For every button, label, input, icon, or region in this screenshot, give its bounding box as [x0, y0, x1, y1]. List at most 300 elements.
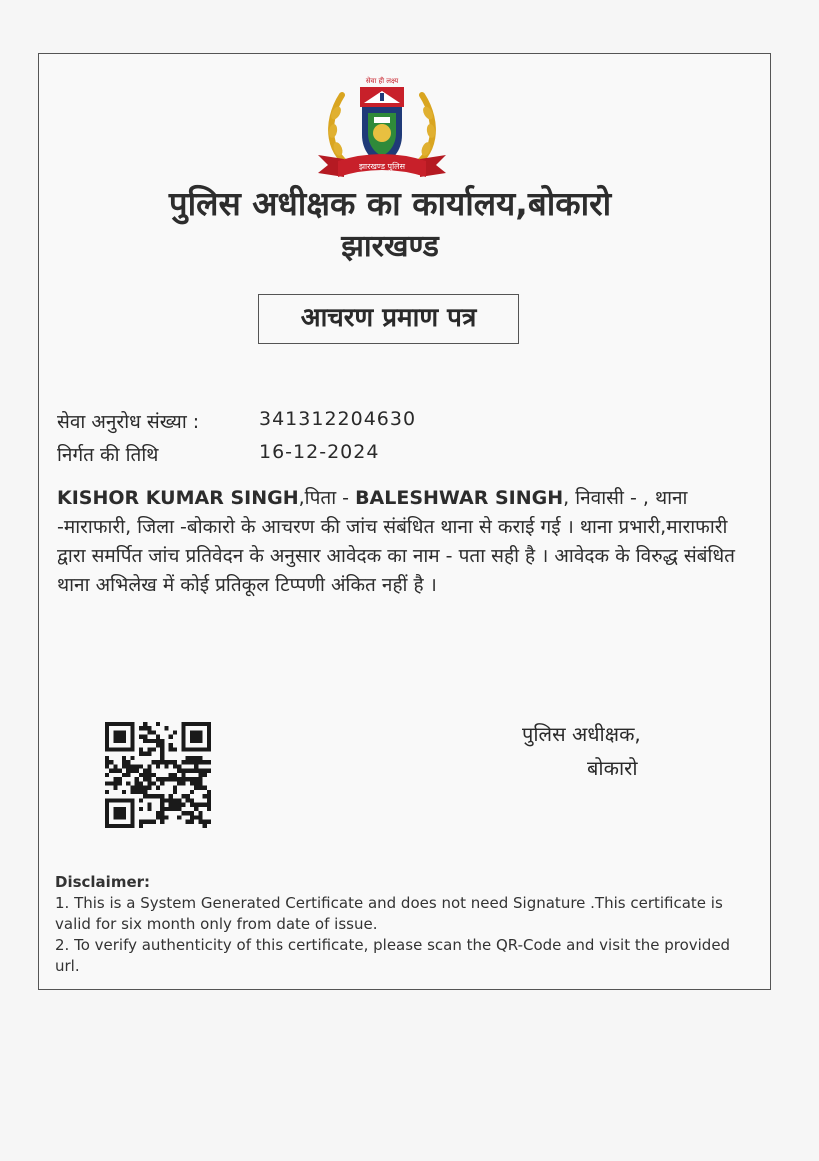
qr-module [105, 747, 109, 751]
qr-module [118, 811, 122, 815]
qr-module [190, 820, 194, 824]
qr-module [105, 730, 109, 734]
qr-module [130, 743, 134, 747]
qr-module [130, 820, 134, 824]
qr-module [109, 798, 113, 802]
qr-module [147, 786, 151, 790]
qr-module [186, 756, 190, 760]
qr-module [118, 807, 122, 811]
qr-module [147, 730, 151, 734]
qr-module [147, 764, 151, 768]
qr-module [198, 730, 202, 734]
qr-module [147, 752, 151, 756]
office-title: पुलिस अधीक्षक का कार्यालय,बोकारो [168, 184, 612, 223]
qr-module [113, 730, 117, 734]
qr-module [139, 752, 143, 756]
qr-module [177, 815, 181, 819]
qr-module [203, 794, 207, 798]
certificate-title: आचरण प्रमाण पत्र [258, 294, 519, 344]
qr-module [177, 777, 181, 781]
state-title: झारखण्ड [341, 229, 439, 264]
qr-module [105, 722, 109, 726]
qr-module [156, 722, 160, 726]
qr-module [169, 747, 173, 751]
qr-module [126, 747, 130, 751]
qr-module [190, 722, 194, 726]
qr-module [164, 815, 168, 819]
qr-module [164, 764, 168, 768]
qr-module [203, 760, 207, 764]
qr-module [186, 777, 190, 781]
qr-module [143, 777, 147, 781]
qr-module [194, 747, 198, 751]
qr-module [156, 777, 160, 781]
qr-module [203, 820, 207, 824]
qr-module [181, 803, 185, 807]
qr-module [207, 730, 211, 734]
qr-module [118, 781, 122, 785]
qr-module [160, 811, 164, 815]
qr-module [152, 739, 156, 743]
qr-module [198, 769, 202, 773]
qr-module [126, 764, 130, 768]
qr-module [130, 764, 134, 768]
qr-module [122, 815, 126, 819]
qr-module [177, 798, 181, 802]
qr-module [122, 798, 126, 802]
qr-module [203, 773, 207, 777]
qr-module [207, 722, 211, 726]
qr-module [203, 722, 207, 726]
qr-module [173, 790, 177, 794]
qr-module [203, 803, 207, 807]
qr-module [198, 756, 202, 760]
qr-module [105, 739, 109, 743]
qr-module [113, 815, 117, 819]
qr-module [105, 790, 109, 794]
qr-module [181, 743, 185, 747]
qr-module [118, 722, 122, 726]
qr-module [118, 798, 122, 802]
qr-module [198, 735, 202, 739]
disclaimer-line-1: 1. This is a System Generated Certificate and does not need Signature .This certificate is valid for six month only from date of issue. [55, 894, 723, 933]
qr-module [198, 815, 202, 819]
qr-module [194, 735, 198, 739]
qr-module [156, 735, 160, 739]
qr-module [139, 781, 143, 785]
qr-module [207, 820, 211, 824]
qr-module [147, 794, 151, 798]
qr-module [147, 769, 151, 773]
qr-module [105, 773, 109, 777]
issue-date-row [57, 441, 380, 467]
qr-module [156, 815, 160, 819]
qr-module [126, 760, 130, 764]
qr-module [160, 781, 164, 785]
qr-module [105, 756, 109, 760]
qr-module [156, 743, 160, 747]
qr-module [143, 735, 147, 739]
qr-module [122, 764, 126, 768]
qr-module [207, 807, 211, 811]
qr-module [194, 786, 198, 790]
qr-module [186, 760, 190, 764]
qr-module [190, 735, 194, 739]
qr-module [152, 773, 156, 777]
qr-module [152, 820, 156, 824]
qr-module [194, 764, 198, 768]
qr-module [173, 807, 177, 811]
qr-module [135, 764, 139, 768]
qr-module [109, 747, 113, 751]
qr-module [156, 786, 160, 790]
qr-module [147, 777, 151, 781]
qr-module [198, 777, 202, 781]
qr-module [173, 760, 177, 764]
qr-module [105, 764, 109, 768]
qr-module [181, 811, 185, 815]
qr-module [207, 735, 211, 739]
qr-module [122, 722, 126, 726]
qr-module [130, 747, 134, 751]
disclaimer-heading: Disclaimer: [55, 873, 151, 891]
qr-module [181, 747, 185, 751]
qr-module [122, 760, 126, 764]
qr-module [177, 764, 181, 768]
qr-module [156, 739, 160, 743]
qr-module [164, 726, 168, 730]
qr-module [160, 798, 164, 802]
qr-module [207, 739, 211, 743]
qr-module [194, 760, 198, 764]
qr-module [164, 777, 168, 781]
qr-module [113, 722, 117, 726]
qr-module [181, 735, 185, 739]
qr-module [198, 747, 202, 751]
issue-date: 16-12-2024 [259, 441, 380, 463]
qr-module [113, 764, 117, 768]
qr-module [122, 773, 126, 777]
qr-module [126, 722, 130, 726]
qr-module [122, 739, 126, 743]
qr-module [198, 820, 202, 824]
qr-module [173, 777, 177, 781]
qr-module [139, 790, 143, 794]
qr-module [207, 760, 211, 764]
qr-module [198, 739, 202, 743]
qr-module [118, 769, 122, 773]
qr-module [109, 824, 113, 828]
qr-module [203, 747, 207, 751]
qr-module [181, 726, 185, 730]
qr-module [105, 824, 109, 828]
qr-module [122, 790, 126, 794]
request-number-row [57, 408, 417, 434]
qr-module [130, 798, 134, 802]
qr-module [190, 815, 194, 819]
qr-module [130, 807, 134, 811]
qr-module [130, 722, 134, 726]
qr-module [194, 777, 198, 781]
qr-module [169, 807, 173, 811]
qr-module [143, 794, 147, 798]
qr-module [143, 773, 147, 777]
qr-module [152, 760, 156, 764]
qr-module [147, 739, 151, 743]
qr-module [198, 722, 202, 726]
qr-module [177, 803, 181, 807]
qr-module [186, 722, 190, 726]
father-name: BALESHWAR SINGH [355, 487, 564, 509]
qr-module [156, 794, 160, 798]
qr-module [156, 760, 160, 764]
qr-module [113, 777, 117, 781]
qr-module [160, 752, 164, 756]
qr-module [198, 811, 202, 815]
qr-module [190, 756, 194, 760]
qr-module [139, 786, 143, 790]
qr-module [177, 769, 181, 773]
qr-module [105, 807, 109, 811]
qr-module [152, 794, 156, 798]
qr-module [122, 807, 126, 811]
qr-module [186, 811, 190, 815]
qr-module [156, 764, 160, 768]
qr-module [113, 781, 117, 785]
qr-module [194, 803, 198, 807]
qr-module [109, 781, 113, 785]
qr-module [181, 739, 185, 743]
qr-module [135, 781, 139, 785]
qr-module [130, 756, 134, 760]
qr-module [173, 747, 177, 751]
qr-module [198, 760, 202, 764]
qr-module [113, 747, 117, 751]
qr-module [160, 760, 164, 764]
qr-module [135, 786, 139, 790]
qr-module [122, 756, 126, 760]
qr-module [113, 824, 117, 828]
qr-module [139, 807, 143, 811]
qr-module [164, 807, 168, 811]
qr-module [105, 735, 109, 739]
qr-module [190, 790, 194, 794]
qr-module [207, 769, 211, 773]
qr-module [135, 777, 139, 781]
jharkhand-police-emblem [314, 73, 450, 189]
qr-module [143, 786, 147, 790]
qr-module [198, 803, 202, 807]
qr-module [190, 811, 194, 815]
qr-module [152, 747, 156, 751]
qr-module [198, 781, 202, 785]
qr-module [152, 781, 156, 785]
qr-module [113, 735, 117, 739]
qr-module [109, 722, 113, 726]
qr-module [160, 739, 164, 743]
qr-module [169, 798, 173, 802]
emblem-motto: सेवा ही लक्ष्य [365, 77, 399, 85]
qr-module [186, 820, 190, 824]
qr-module [143, 722, 147, 726]
qr-module [143, 790, 147, 794]
qr-module [203, 786, 207, 790]
qr-module [164, 798, 168, 802]
qr-module [139, 824, 143, 828]
qr-module [118, 777, 122, 781]
qr-module [194, 756, 198, 760]
qr-module [194, 730, 198, 734]
qr-module [173, 730, 177, 734]
qr-module [147, 773, 151, 777]
qr-module [181, 777, 185, 781]
qr-module [194, 781, 198, 785]
qr-module [207, 743, 211, 747]
qr-module [203, 824, 207, 828]
disclaimer-line-2: 2. To verify authenticity of this certificate, please scan the QR-Code and visit the provided url. [55, 936, 731, 975]
qr-module [207, 798, 211, 802]
qr-module [105, 798, 109, 802]
qr-module [173, 803, 177, 807]
qr-module [181, 773, 185, 777]
qr-module [160, 794, 164, 798]
qr-module [147, 807, 151, 811]
qr-module [147, 747, 151, 751]
signatory-place: बोकारो [587, 756, 638, 780]
qr-module [207, 794, 211, 798]
qr-module [152, 730, 156, 734]
qr-module [126, 773, 130, 777]
qr-module [190, 769, 194, 773]
qr-module [122, 824, 126, 828]
qr-module [126, 798, 130, 802]
qr-module [198, 786, 202, 790]
qr-module [130, 803, 134, 807]
qr-module [122, 735, 126, 739]
request-number: 341312204630 [259, 408, 417, 430]
qr-module [207, 747, 211, 751]
qr-module [143, 820, 147, 824]
qr-module [143, 726, 147, 730]
date-label: निर्गत की तिथि [57, 444, 159, 466]
qr-module [160, 747, 164, 751]
emblem-banner: झारखण्ड पुलिस [358, 162, 406, 171]
qr-module [130, 811, 134, 815]
qr-module [207, 790, 211, 794]
qr-module [147, 781, 151, 785]
qr-code[interactable] [105, 722, 211, 828]
qr-module [160, 803, 164, 807]
qr-module [190, 803, 194, 807]
qr-module [203, 769, 207, 773]
disclaimer [55, 872, 745, 977]
qr-module [105, 760, 109, 764]
qr-module [173, 798, 177, 802]
qr-module [122, 811, 126, 815]
qr-module [194, 722, 198, 726]
qr-module [118, 824, 122, 828]
father-separator: ,पिता - [298, 487, 356, 509]
qr-module [207, 803, 211, 807]
qr-module [139, 747, 143, 751]
qr-module [186, 794, 190, 798]
qr-module [190, 760, 194, 764]
qr-module [139, 735, 143, 739]
qr-module [122, 747, 126, 751]
qr-module [186, 798, 190, 802]
body-statement: , निवासी - , थाना -माराफारी, जिला -बोकारो के आचरण की जांच संबंधित थाना से कराई गई । थाना प्रभारी,माराफारी द्वारा समर्पित जांच प्रतिवेदन के अनुसार आवेदक का नाम - पता सही है । आवेदक के विरुद्ध संबंधित थाना अभिलेख में कोई प्रतिकूल टिप्पणी अंकित नहीं है । [57, 487, 735, 596]
applicant-name: KISHOR KUMAR SINGH [57, 487, 299, 509]
qr-module [181, 794, 185, 798]
qr-module [130, 739, 134, 743]
qr-module [160, 756, 164, 760]
qr-module [194, 739, 198, 743]
qr-module [118, 730, 122, 734]
qr-module [169, 777, 173, 781]
qr-module [113, 769, 117, 773]
qr-module [105, 820, 109, 824]
qr-module [126, 781, 130, 785]
qr-module [105, 815, 109, 819]
qr-module [122, 730, 126, 734]
qr-module [169, 743, 173, 747]
qr-module [113, 786, 117, 790]
qr-module [177, 807, 181, 811]
qr-module [130, 735, 134, 739]
qr-module [135, 769, 139, 773]
qr-module [139, 798, 143, 802]
qr-module [190, 798, 194, 802]
qr-module [169, 735, 173, 739]
qr-module [113, 798, 117, 802]
qr-module [118, 739, 122, 743]
qr-module [173, 764, 177, 768]
qr-module [181, 781, 185, 785]
qr-module [147, 726, 151, 730]
qr-module [181, 722, 185, 726]
qr-module [113, 811, 117, 815]
qr-module [118, 815, 122, 819]
qr-module [198, 773, 202, 777]
qr-module [169, 794, 173, 798]
qr-module [105, 743, 109, 747]
qr-module [190, 781, 194, 785]
qr-module [190, 730, 194, 734]
qr-module [143, 752, 147, 756]
qr-module [186, 747, 190, 751]
qr-module [109, 760, 113, 764]
qr-module [139, 820, 143, 824]
qr-module [118, 735, 122, 739]
qr-module [139, 764, 143, 768]
qr-module [190, 739, 194, 743]
qr-module [169, 803, 173, 807]
qr-module [135, 790, 139, 794]
qr-module [126, 824, 130, 828]
qr-module [113, 807, 117, 811]
qr-module [181, 769, 185, 773]
qr-module [130, 769, 134, 773]
qr-module [181, 760, 185, 764]
qr-module [160, 807, 164, 811]
qr-module [105, 781, 109, 785]
qr-module [156, 811, 160, 815]
qr-module [130, 824, 134, 828]
qr-module [194, 815, 198, 819]
qr-module [181, 730, 185, 734]
qr-module [139, 726, 143, 730]
qr-module [160, 743, 164, 747]
